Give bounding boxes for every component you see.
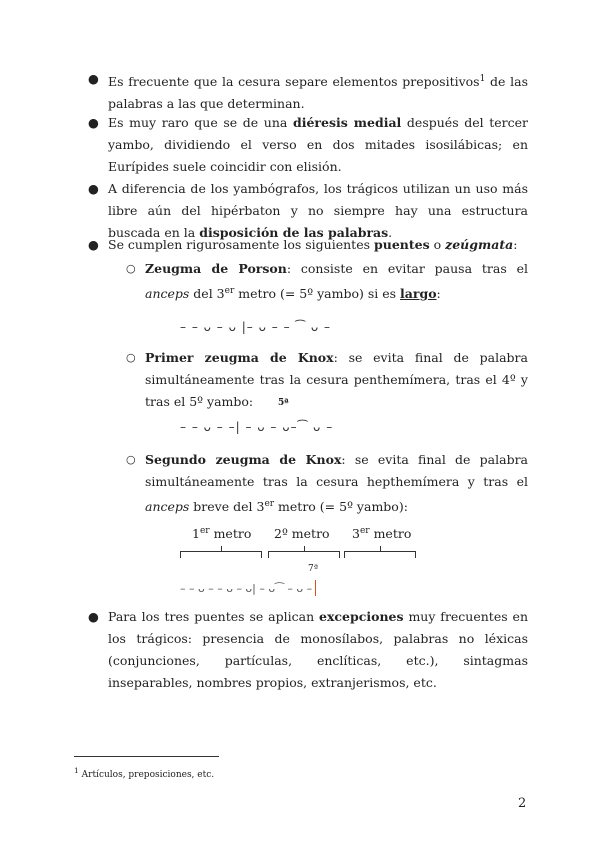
metric-scheme-porson: – – ᴗ – ᴗ |– ᴗ – – ⁀ ᴗ – [180, 320, 332, 334]
sub-zeugma-porson: ○ Zeugma de Porson: consiste en evitar pausa tras el anceps del 3er metro (= 5º yambo) si es largo: [145, 258, 528, 305]
sub-segundo-knox: ○ Segundo zeugma de Knox: se evita final de palabra simultáneamente tras la cesura hepthemímera y tras el anceps breve del 3er metro (= 5º yambo): [145, 449, 528, 518]
bullet-dot: ● [88, 115, 99, 130]
bullet-hiperbaton: ● A diferencia de los yambógrafos, los trágicos utilizan un uso más libre aún del hipérbaton y no siempre hay una estructura buscada en la disposición de las palabras. [108, 178, 528, 244]
label-metro-2: 2º metro [274, 526, 330, 541]
metric-scheme-knox2: – – ᴗ – – ᴗ – ᴗ| – ᴗ⁀ – ᴗ – [180, 582, 313, 595]
brace-metro-2 [268, 551, 340, 558]
bullet-dot: ● [88, 181, 99, 196]
sub-bullet-circle: ○ [126, 262, 136, 275]
sub-primer-knox: ○ Primer zeugma de Knox: se evita final de palabra simultáneamente tras la cesura penthemímera, tras el 4º y tras el 5º yambo: [145, 347, 528, 413]
marker-7a: 7ª [308, 564, 319, 574]
bullet-cesura: ● Es frecuente que la cesura separe elementos prepositivos$^1$ de las palabras a las que determinan. [108, 68, 528, 115]
brace-metro-3 [344, 551, 416, 558]
footnote: $^1$ Artículos, preposiciones, etc. [74, 766, 215, 780]
footnote-separator [74, 756, 219, 757]
label-metro-1: 1er metro [192, 526, 252, 542]
bullet-dot: ● [88, 609, 99, 624]
label-metro-3: 3er metro [352, 526, 412, 542]
metric-scheme-knox1: – – ᴗ – –| – ᴗ – ᴗ–⁀ ᴗ – [180, 420, 334, 434]
bullet-excepciones: ● Para los tres puentes se aplican excepciones muy frecuentes en los trágicos: presencia de monosílabos, palabras no léxicas (conjunciones, partículas, enclíticas, etc.), sintagmas inseparables, nombres propios, extranjerismos, etc. [108, 606, 528, 694]
caesura-mark [315, 580, 316, 596]
brace-metro-1 [180, 551, 262, 558]
sub-bullet-circle: ○ [126, 453, 136, 466]
bullet-puentes: ● Se cumplen rigurosamente los siguientes puentes o zeúgmata: [108, 234, 528, 256]
bullet-dot: ● [88, 71, 99, 86]
page-number: 2 [518, 796, 527, 811]
marker-5a: 5ª [278, 398, 289, 408]
sub-bullet-circle: ○ [126, 351, 136, 364]
bullet-dot: ● [88, 237, 99, 252]
bullet-dieresis: ● Es muy raro que se de una diéresis medial después del tercer yambo, dividiendo el verso en dos mitades isosilábicas; en Eurípides suele coincidir con elisión. [108, 112, 528, 178]
